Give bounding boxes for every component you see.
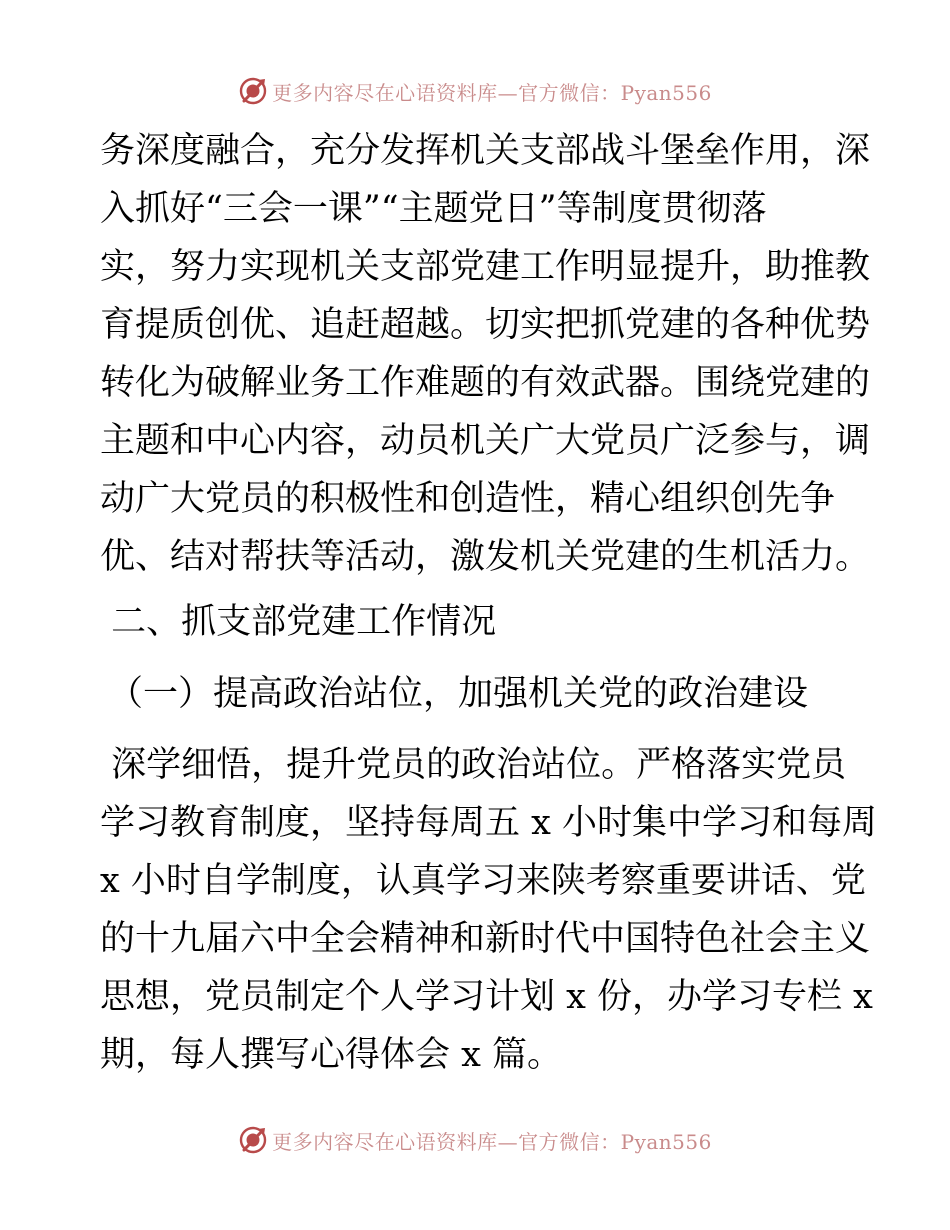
- text-line: 期，每人撰写心得体会 x 篇。: [100, 1035, 562, 1075]
- document-body: [100, 122, 877, 1084]
- text-line: 深学细悟，提升党员的政治站位。严格落实党员: [100, 745, 847, 785]
- quill-pen-logo-icon: [238, 76, 268, 106]
- watermark-text: 更多内容尽在心语资料库—官方微信：Pyan556: [272, 80, 712, 105]
- text-line: 育提质创优、追赶超越。切实把抓党建的各种优势: [100, 305, 871, 345]
- section-heading: 二、抓支部党建工作情况: [100, 602, 497, 642]
- text-line: x 小时自学制度，认真学习来陕考察重要讲话、党: [100, 861, 866, 901]
- text-line: 主题和中心内容，动员机关广大党员广泛参与，调: [100, 421, 871, 461]
- watermark-text: 更多内容尽在心语资料库—官方微信：Pyan556: [272, 1129, 712, 1154]
- text-line: 实，努力实现机关支部党建工作明显提升，助推教: [100, 247, 871, 287]
- text-line: 思想，党员制定个人学习计划 x 份，办学习专栏 x: [100, 977, 873, 1017]
- quill-pen-logo-icon: [238, 1125, 268, 1155]
- text-line: 动广大党员的积极性和创造性，精心组织创先争: [100, 479, 836, 519]
- subsection-heading: （一）提高政治站位，加强机关党的政治建设: [108, 674, 809, 714]
- text-line: 转化为破解业务工作难题的有效武器。围绕党建的: [100, 363, 871, 403]
- paragraph-1: [100, 122, 871, 586]
- header-watermark: [0, 71, 950, 111]
- paragraph-2: [100, 736, 877, 1084]
- footer-watermark: [0, 1120, 950, 1160]
- text-line: 入抓好“三会一课”“主题党日”等制度贯彻落: [100, 189, 767, 229]
- text-line: 优、结对帮扶等活动，激发机关党建的生机活力。: [100, 537, 871, 577]
- text-line: 的十九届六中全会精神和新时代中国特色社会主义: [100, 919, 871, 959]
- text-line: 学习教育制度，坚持每周五 x 小时集中学习和每周: [100, 803, 877, 843]
- text-line: 务深度融合，充分发挥机关支部战斗堡垒作用，深: [100, 131, 871, 171]
